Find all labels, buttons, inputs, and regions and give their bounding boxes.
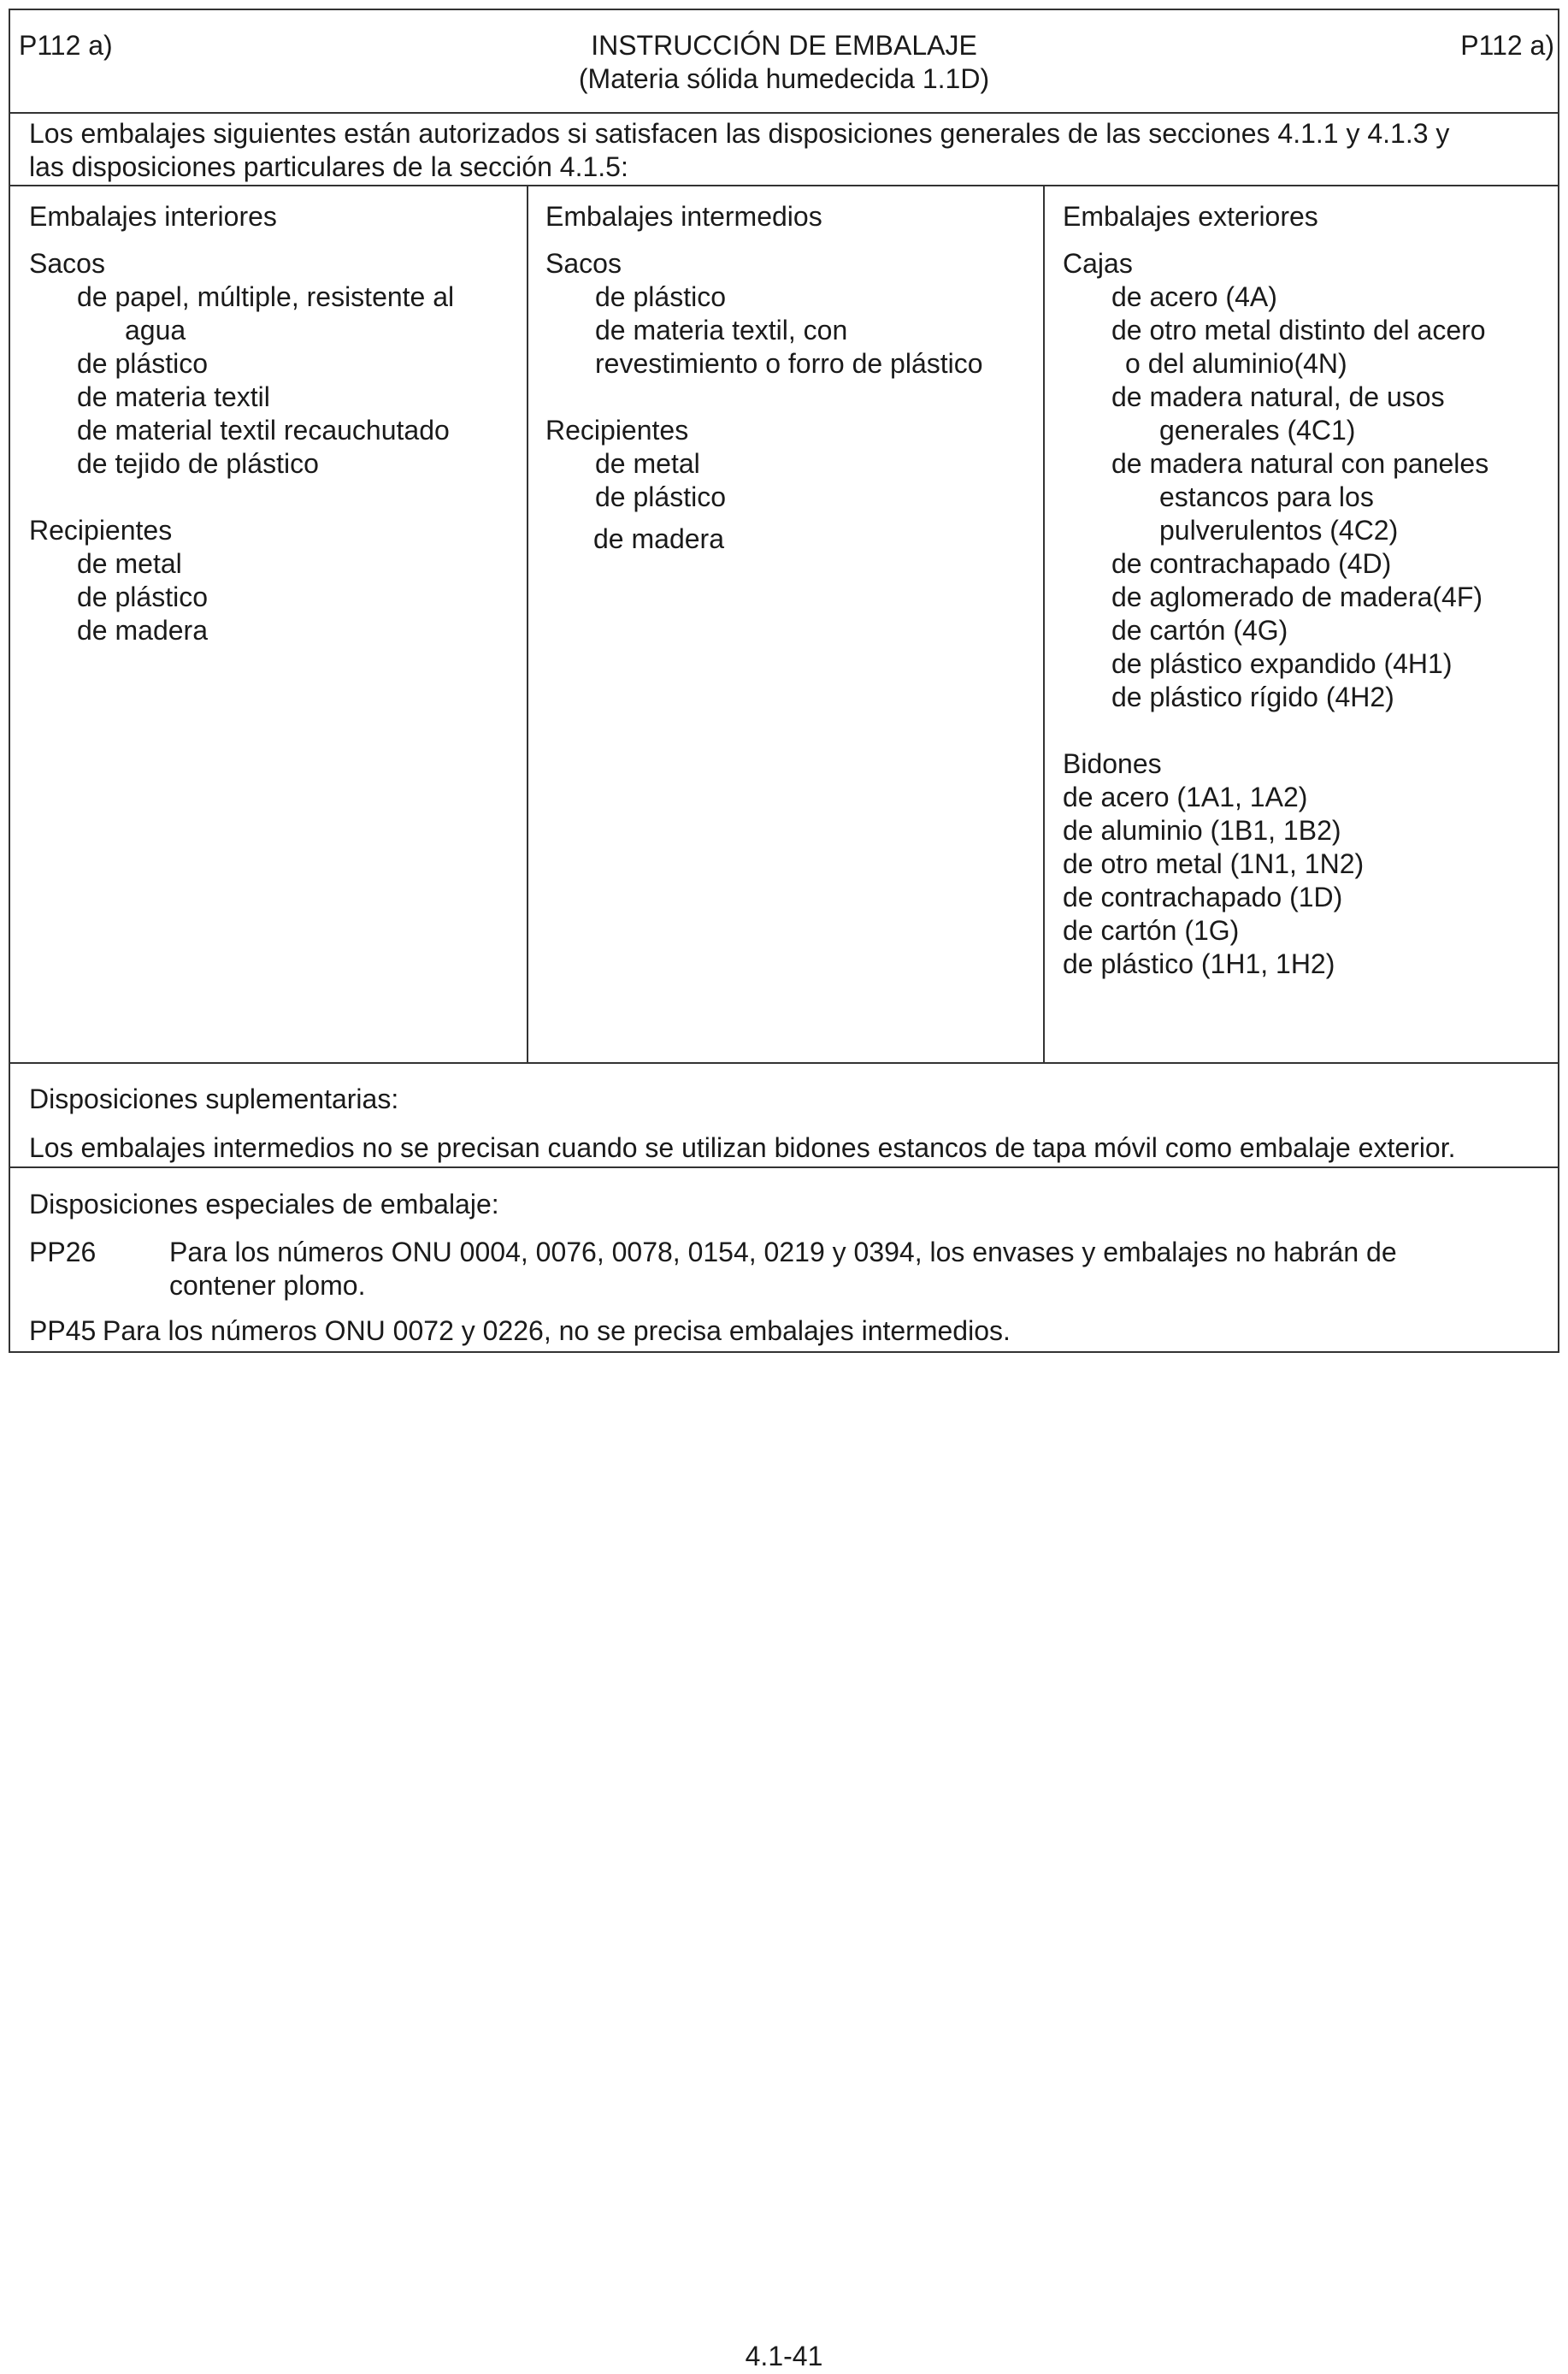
list-item: Recipientes [545,415,689,446]
provision-code-pp45: PP45 [29,1315,97,1346]
provision-text: Para los números ONU 0072 y 0226, no se precisa embalajes intermedios. [103,1315,1011,1346]
list-item: Sacos [29,248,105,279]
list-item: de materia textil [77,381,270,412]
list-item: Bidones [1063,748,1162,779]
list-item: de plástico [77,582,208,612]
list-item: de acero (4A) [1111,281,1277,312]
provision-code-pp26: PP26 [29,1237,97,1267]
intro-line-1: Los embalajes siguientes están autorizados si satisfacen las disposiciones generales de las secciones 4.1.1 y 4.1.3 y [29,118,1450,149]
code-right: P112 a) [1460,30,1554,61]
column-divider [527,185,528,1062]
special-heading: Disposiciones especiales de embalaje: [29,1189,499,1219]
list-item: de madera [77,615,208,646]
page-number: 4.1-41 [745,2341,823,2371]
list-item: de tejido de plástico [77,448,319,479]
list-item: de acero (1A1, 1A2) [1063,782,1308,812]
list-item: de materia textil, con [595,315,848,345]
list-item: pulverulentos (4C2) [1159,515,1399,546]
instruction-title: INSTRUCCIÓN DE EMBALAJE [591,30,977,61]
list-item: de otro metal (1N1, 1N2) [1063,848,1365,879]
list-item: de plástico [595,281,726,312]
list-item: de material textil recauchutado [77,415,450,446]
list-item: de cartón (4G) [1111,615,1288,646]
list-item: de madera natural con paneles [1111,448,1489,479]
list-item: de contrachapado (4D) [1111,548,1392,579]
intermediate-heading: Embalajes intermedios [545,201,822,232]
list-item: de plástico [595,481,726,512]
list-item: de madera natural, de usos [1111,381,1445,412]
list-item: Sacos [545,248,622,279]
inner-heading: Embalajes interiores [29,201,277,232]
divider [9,185,1559,186]
list-item: Recipientes [29,515,173,546]
list-item: de papel, múltiple, resistente al [77,281,455,312]
list-item: de plástico [77,348,208,379]
divider [9,1062,1559,1064]
list-item: de metal [595,448,700,479]
list-item: o del aluminio(4N) [1125,348,1347,379]
list-item: de contrachapado (1D) [1063,882,1343,912]
provision-text: Para los números ONU 0004, 0076, 0078, 0154, 0219 y 0394, los envases y embalajes no habrán de [169,1237,1397,1267]
list-item: revestimiento o forro de plástico [595,348,983,379]
list-item: Cajas [1063,248,1133,279]
code-left: P112 a) [19,30,113,61]
list-item: de metal [77,548,182,579]
list-item: de otro metal distinto del acero [1111,315,1486,345]
list-item: de plástico (1H1, 1H2) [1063,948,1335,979]
divider [9,112,1559,114]
supplementary-heading: Disposiciones suplementarias: [29,1084,399,1114]
column-divider [1043,185,1045,1062]
list-item: de cartón (1G) [1063,915,1240,946]
list-item: agua [125,315,186,345]
list-item: estancos para los [1159,481,1374,512]
intro-line-2: las disposiciones particulares de la sección 4.1.5: [29,151,628,182]
divider [9,1166,1559,1168]
list-item: generales (4C1) [1159,415,1356,446]
supplementary-text: Los embalajes intermedios no se precisan cuando se utilizan bidones estancos de tapa móvil como embalaje exterior. [29,1132,1456,1163]
list-item: de plástico rígido (4H2) [1111,682,1394,712]
list-item: de plástico expandido (4H1) [1111,648,1453,679]
list-item: de aglomerado de madera(4F) [1111,582,1483,612]
list-item: de madera [593,523,724,554]
instruction-subtitle: (Materia sólida humedecida 1.1D) [578,63,990,94]
provision-text: contener plomo. [169,1270,366,1301]
outer-heading: Embalajes exteriores [1063,201,1318,232]
list-item: de aluminio (1B1, 1B2) [1063,815,1341,846]
